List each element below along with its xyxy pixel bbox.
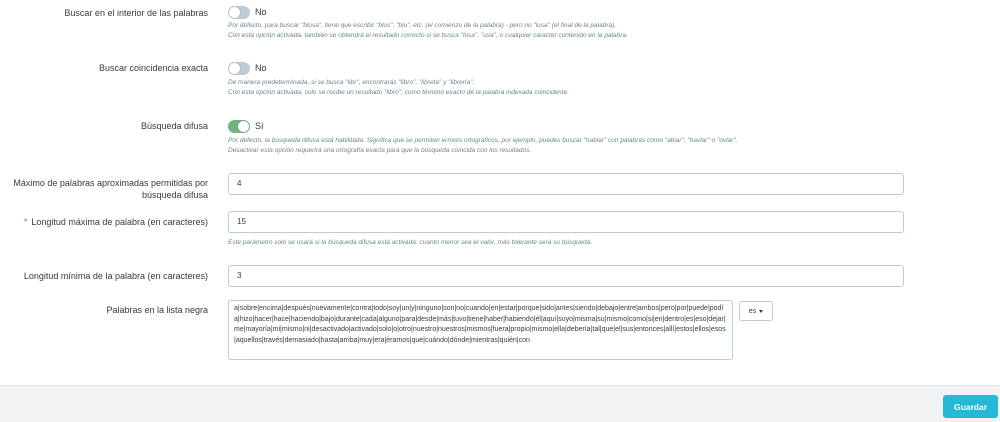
fuzzy-help-1: Por defecto, la búsqueda difusa está habilitada. Significa que se permiten errores ortográficos, por ejemplo, puedes buscar "hablar" con palabras como "abiar", "havlar" o "ovlar".	[228, 137, 738, 144]
min-length-label: Longitud mínima de la palabra (en caracteres)	[23, 271, 208, 281]
exact-match-label: Buscar coincidencia exacta	[98, 63, 208, 73]
required-mark: *	[23, 217, 28, 227]
max-length-help: Este parámetro solo se usará si la búsqueda difusa está activada: cuanto menor sea el valor, más tolerante será su búsqueda.	[228, 239, 593, 246]
max-approx-input[interactable]: 4	[228, 173, 904, 195]
toggle-state-text: No	[255, 63, 267, 73]
inside-words-label: Buscar en el interior de las palabras	[64, 8, 208, 18]
save-button[interactable]: Guardar	[943, 395, 998, 418]
toggle-knob	[229, 63, 240, 74]
language-dropdown-button[interactable]	[739, 301, 773, 321]
inside-words-toggle[interactable]	[228, 5, 267, 19]
toggle-state-text: Sí	[255, 121, 264, 131]
toggle-switch[interactable]	[228, 62, 250, 75]
toggle-switch[interactable]	[228, 6, 250, 19]
fuzzy-label: Búsqueda difusa	[140, 121, 208, 131]
toggle-knob	[229, 7, 240, 18]
language-code: es	[748, 307, 757, 315]
toggle-knob	[238, 121, 249, 132]
max-approx-label-line1: Máximo de palabras aproximadas permitidas por	[13, 178, 208, 188]
inside-words-help-2: Con esta opción activada, también se obtendrá el resultado correcto si se busca "lusa", "usa", o cualquier caracter contenido en la palabra.	[228, 32, 628, 39]
blacklist-label: Palabras en la lista negra	[106, 305, 208, 315]
fuzzy-toggle[interactable]	[228, 119, 264, 133]
min-length-input[interactable]: 3	[228, 265, 904, 287]
max-length-label	[0, 216, 208, 228]
inside-words-help-1: Por defecto, para buscar "blusa", tiene que escribir "blus", "blu", etc. (el comienzo de la palabra) - pero no "lusa" (el final de la palabra).	[228, 22, 617, 29]
exact-match-help-2: Con esta opción activada, solo se recibe un resultado "libro", como término exacto de la palabra indexada coincidente.	[228, 89, 570, 96]
max-approx-label-line2: búsqueda difusa	[141, 190, 208, 200]
toggle-state-text: No	[255, 7, 267, 17]
fuzzy-help-2: Desactivar esta opción requerirá una ortografía exacta para que la búsqueda coincida con los resultados.	[228, 147, 532, 154]
caret-down-icon	[759, 310, 763, 313]
max-length-input[interactable]: 15	[228, 211, 904, 233]
max-length-label-text: Longitud máxima de palabra (en caracteres)	[31, 217, 208, 227]
max-approx-label	[0, 177, 208, 201]
exact-match-help-1: De manera predeterminada, si se busca "libr", encontrarás "libro", "libreta" y "librería".	[228, 79, 475, 86]
toggle-switch[interactable]	[228, 120, 250, 133]
blacklist-textarea[interactable]: a|sobre|encima|después|nuevamente|contra|todo|soy|un|y|ninguno|son|no|cuando|en|estar|porque|sido|antes|siendo|debajo|entre|ambos|pero|por|puede|podía|hizo|hacer|hace|haciendo|bajo|durante|cada|alguno|para|desde|más|tuvo|tiene|haber|habiendo|él|aquí|suyo|misma|su|mismo|como|si|en|dentro|es|eso|dejar|me|mayoría|mi|mismo|ni|desactivado|activado|solo|o|otro|nuestro|nuestros|mismos|fuera|propio|mismo|ella|debería|tal|que|el|sus|entonces|allí|estos|ellos|esos|aquellos|través|demasiado|hasta|arriba|muy|era|éramos|que|cuándo|dónde|mientras|quién|con	[228, 300, 733, 360]
exact-match-toggle[interactable]	[228, 61, 267, 75]
